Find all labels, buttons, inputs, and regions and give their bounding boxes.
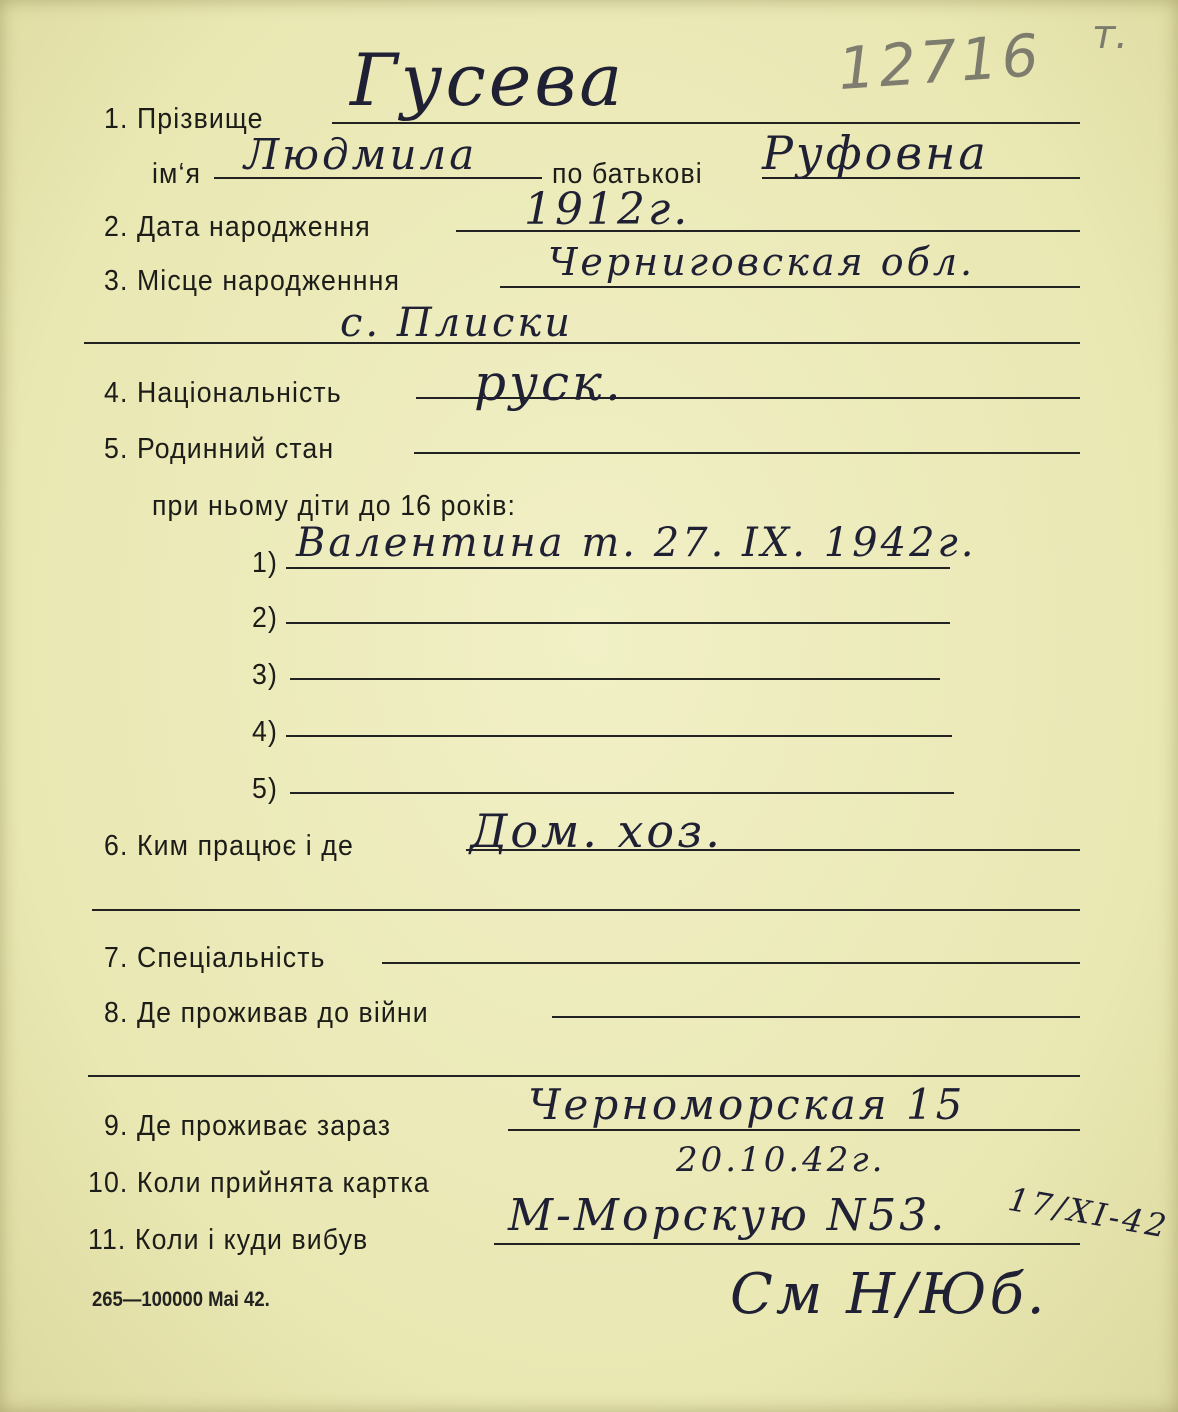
label-nationality: 4. Національність [104,377,342,409]
print-code: 265—100000 Mai 42. [92,1288,270,1311]
hw-departed-where: М-Морскую N53. [508,1190,948,1241]
line-surname [332,122,1080,124]
label-prewar-residence: 8. Де проживав до війни [104,997,429,1029]
label-work: 6. Ким працює і де [104,830,354,862]
line-birth-place-2 [84,342,1080,344]
hw-departed-date: 17/XI-42 [1005,1180,1172,1246]
line-child-4 [286,735,952,737]
pencil-corner-mark: т. [1092,12,1129,58]
pencil-number: 12716 [835,20,1045,104]
hw-card-accepted: 20.10.42г. [676,1140,886,1180]
label-birth-place: 3. Місце народженння [104,265,401,297]
hw-child-1: Валентина т. 27. IX. 1942г. [296,520,977,566]
line-specialty [382,962,1080,964]
label-specialty: 7. Спеціальність [104,942,326,974]
label-card-accepted: 10. Коли прийнята картка [88,1167,430,1199]
line-prewar-residence-2 [88,1075,1080,1077]
line-marital-status [414,452,1080,454]
line-child-1 [286,567,950,569]
line-departed [494,1243,1080,1245]
line-work-2 [92,909,1080,911]
line-child-3 [290,678,940,680]
label-surname: 1. Прізвище [104,103,264,135]
label-child-5: 5) [252,773,278,805]
hw-nationality: руск. [474,354,624,412]
hw-signature: См Н/Юб. [730,1262,1048,1327]
hw-birth-date: 1912г. [524,184,691,235]
label-birth-date: 2. Дата народження [104,211,371,243]
hw-patronymic: Руфовна [762,126,989,180]
label-child-2: 2) [252,602,278,634]
hw-work: Дом. хоз. [470,804,723,858]
hw-birth-place-2: с. Плиски [340,300,573,346]
label-patronymic: по батькові [552,158,703,190]
line-prewar-residence [552,1016,1080,1018]
line-birth-place [500,286,1080,288]
label-child-3: 3) [252,659,278,691]
line-child-5 [290,792,954,794]
line-current-address [508,1129,1080,1131]
label-current-address: 9. Де проживає зараз [104,1110,392,1142]
label-child-1: 1) [252,547,278,579]
label-child-4: 4) [252,716,278,748]
hw-surname: Гусева [350,38,626,122]
line-child-2 [286,622,950,624]
label-departed: 11. Коли і куди вибув [88,1224,369,1256]
label-children: при ньому діти до 16 років: [152,490,517,522]
label-first-name: ім‘я [152,158,202,190]
hw-current-address: Черноморская 15 [528,1080,966,1129]
hw-birth-place-1: Черниговская обл. [548,240,976,284]
hw-first-name: Людмила [244,130,478,179]
label-marital-status: 5. Родинний стан [104,433,335,465]
